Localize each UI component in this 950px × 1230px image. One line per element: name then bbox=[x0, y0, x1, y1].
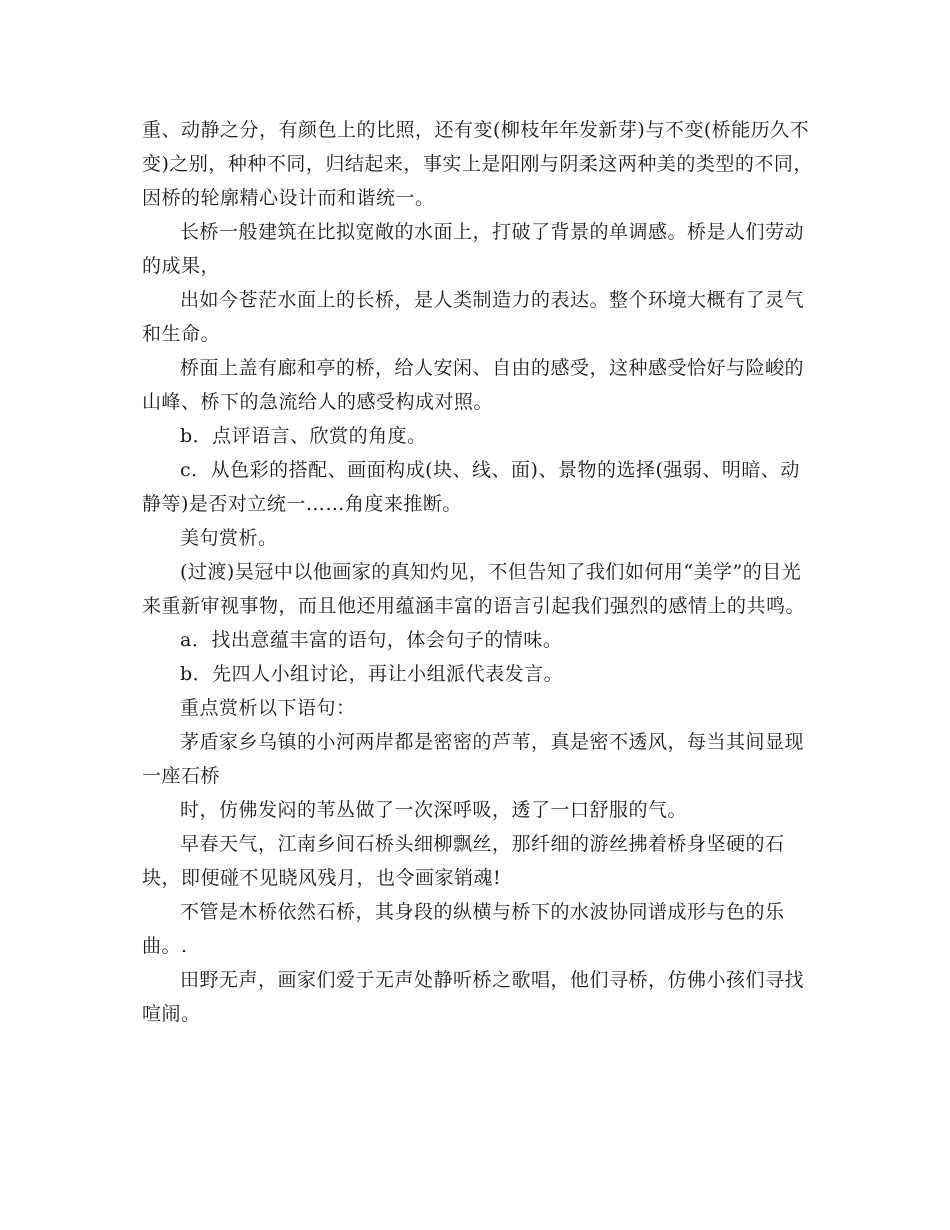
paragraph: 重、动静之分，有颜色上的比照，还有变(柳枝年年发新芽)与不变(桥能历久不变)之别，种种不同，归结起来，事实上是阳刚与阴柔这两种美的类型的不同，因桥的轮廓精心设计而和谐统一。 bbox=[142, 119, 813, 209]
paragraph: 早春天气，江南乡间石桥头细柳飘丝，那纤细的游丝拂着桥身坚硬的石块，即便碰不见晓风残月，也令画家销魂! bbox=[142, 833, 785, 889]
paragraph: 田野无声，画家们爱于无声处静听桥之歌唱，他们寻桥，仿佛小孩们寻找喧闹。 bbox=[142, 969, 805, 1025]
paragraph: 茅盾家乡乌镇的小河两岸都是密密的芦苇，真是密不透风，每当其间显现一座石桥 bbox=[142, 731, 805, 787]
paragraph: 重点赏析以下语句： bbox=[180, 697, 356, 719]
paragraph: b．点评语言、欣赏的角度。 bbox=[180, 425, 427, 447]
document-body bbox=[142, 113, 814, 1031]
paragraph: 长桥一般建筑在比拟宽敞的水面上，打破了背景的单调感。桥是人们劳动的成果， bbox=[142, 221, 805, 277]
paragraph: b．先四人小组讨论，再让小组派代表发言。 bbox=[180, 663, 564, 685]
paragraph: (过渡)吴冠中以他画家的真知灼见，不但告知了我们如何用“美学”的目光来重新审视事物，而且他还用蕴涵丰富的语言引起我们强烈的感情上的共鸣。 bbox=[142, 561, 806, 617]
paragraph: 桥面上盖有廊和亭的桥，给人安闲、自由的感受，这种感受恰好与险峻的山峰、桥下的急流给人的感受构成对照。 bbox=[142, 357, 805, 413]
paragraph: 出如今苍茫水面上的长桥，是人类制造力的表达。整个环境大概有了灵气和生命。 bbox=[142, 289, 805, 345]
paragraph: c．从色彩的搭配、画面构成(块、线、面)、景物的选择(强弱、明暗、动静等)是否对立统一……角度来推断。 bbox=[142, 459, 800, 515]
paragraph: 时，仿佛发闷的苇丛做了一次深呼吸，透了一口舒服的气。 bbox=[180, 799, 688, 821]
paragraph: a．找出意蕴丰富的语句，体会句子的情味。 bbox=[180, 629, 563, 651]
paragraph: 美句赏析。 bbox=[180, 527, 278, 549]
paragraph: 不管是木桥依然石桥，其身段的纵横与桥下的水波协同谱成形与色的乐曲。. bbox=[142, 901, 785, 957]
